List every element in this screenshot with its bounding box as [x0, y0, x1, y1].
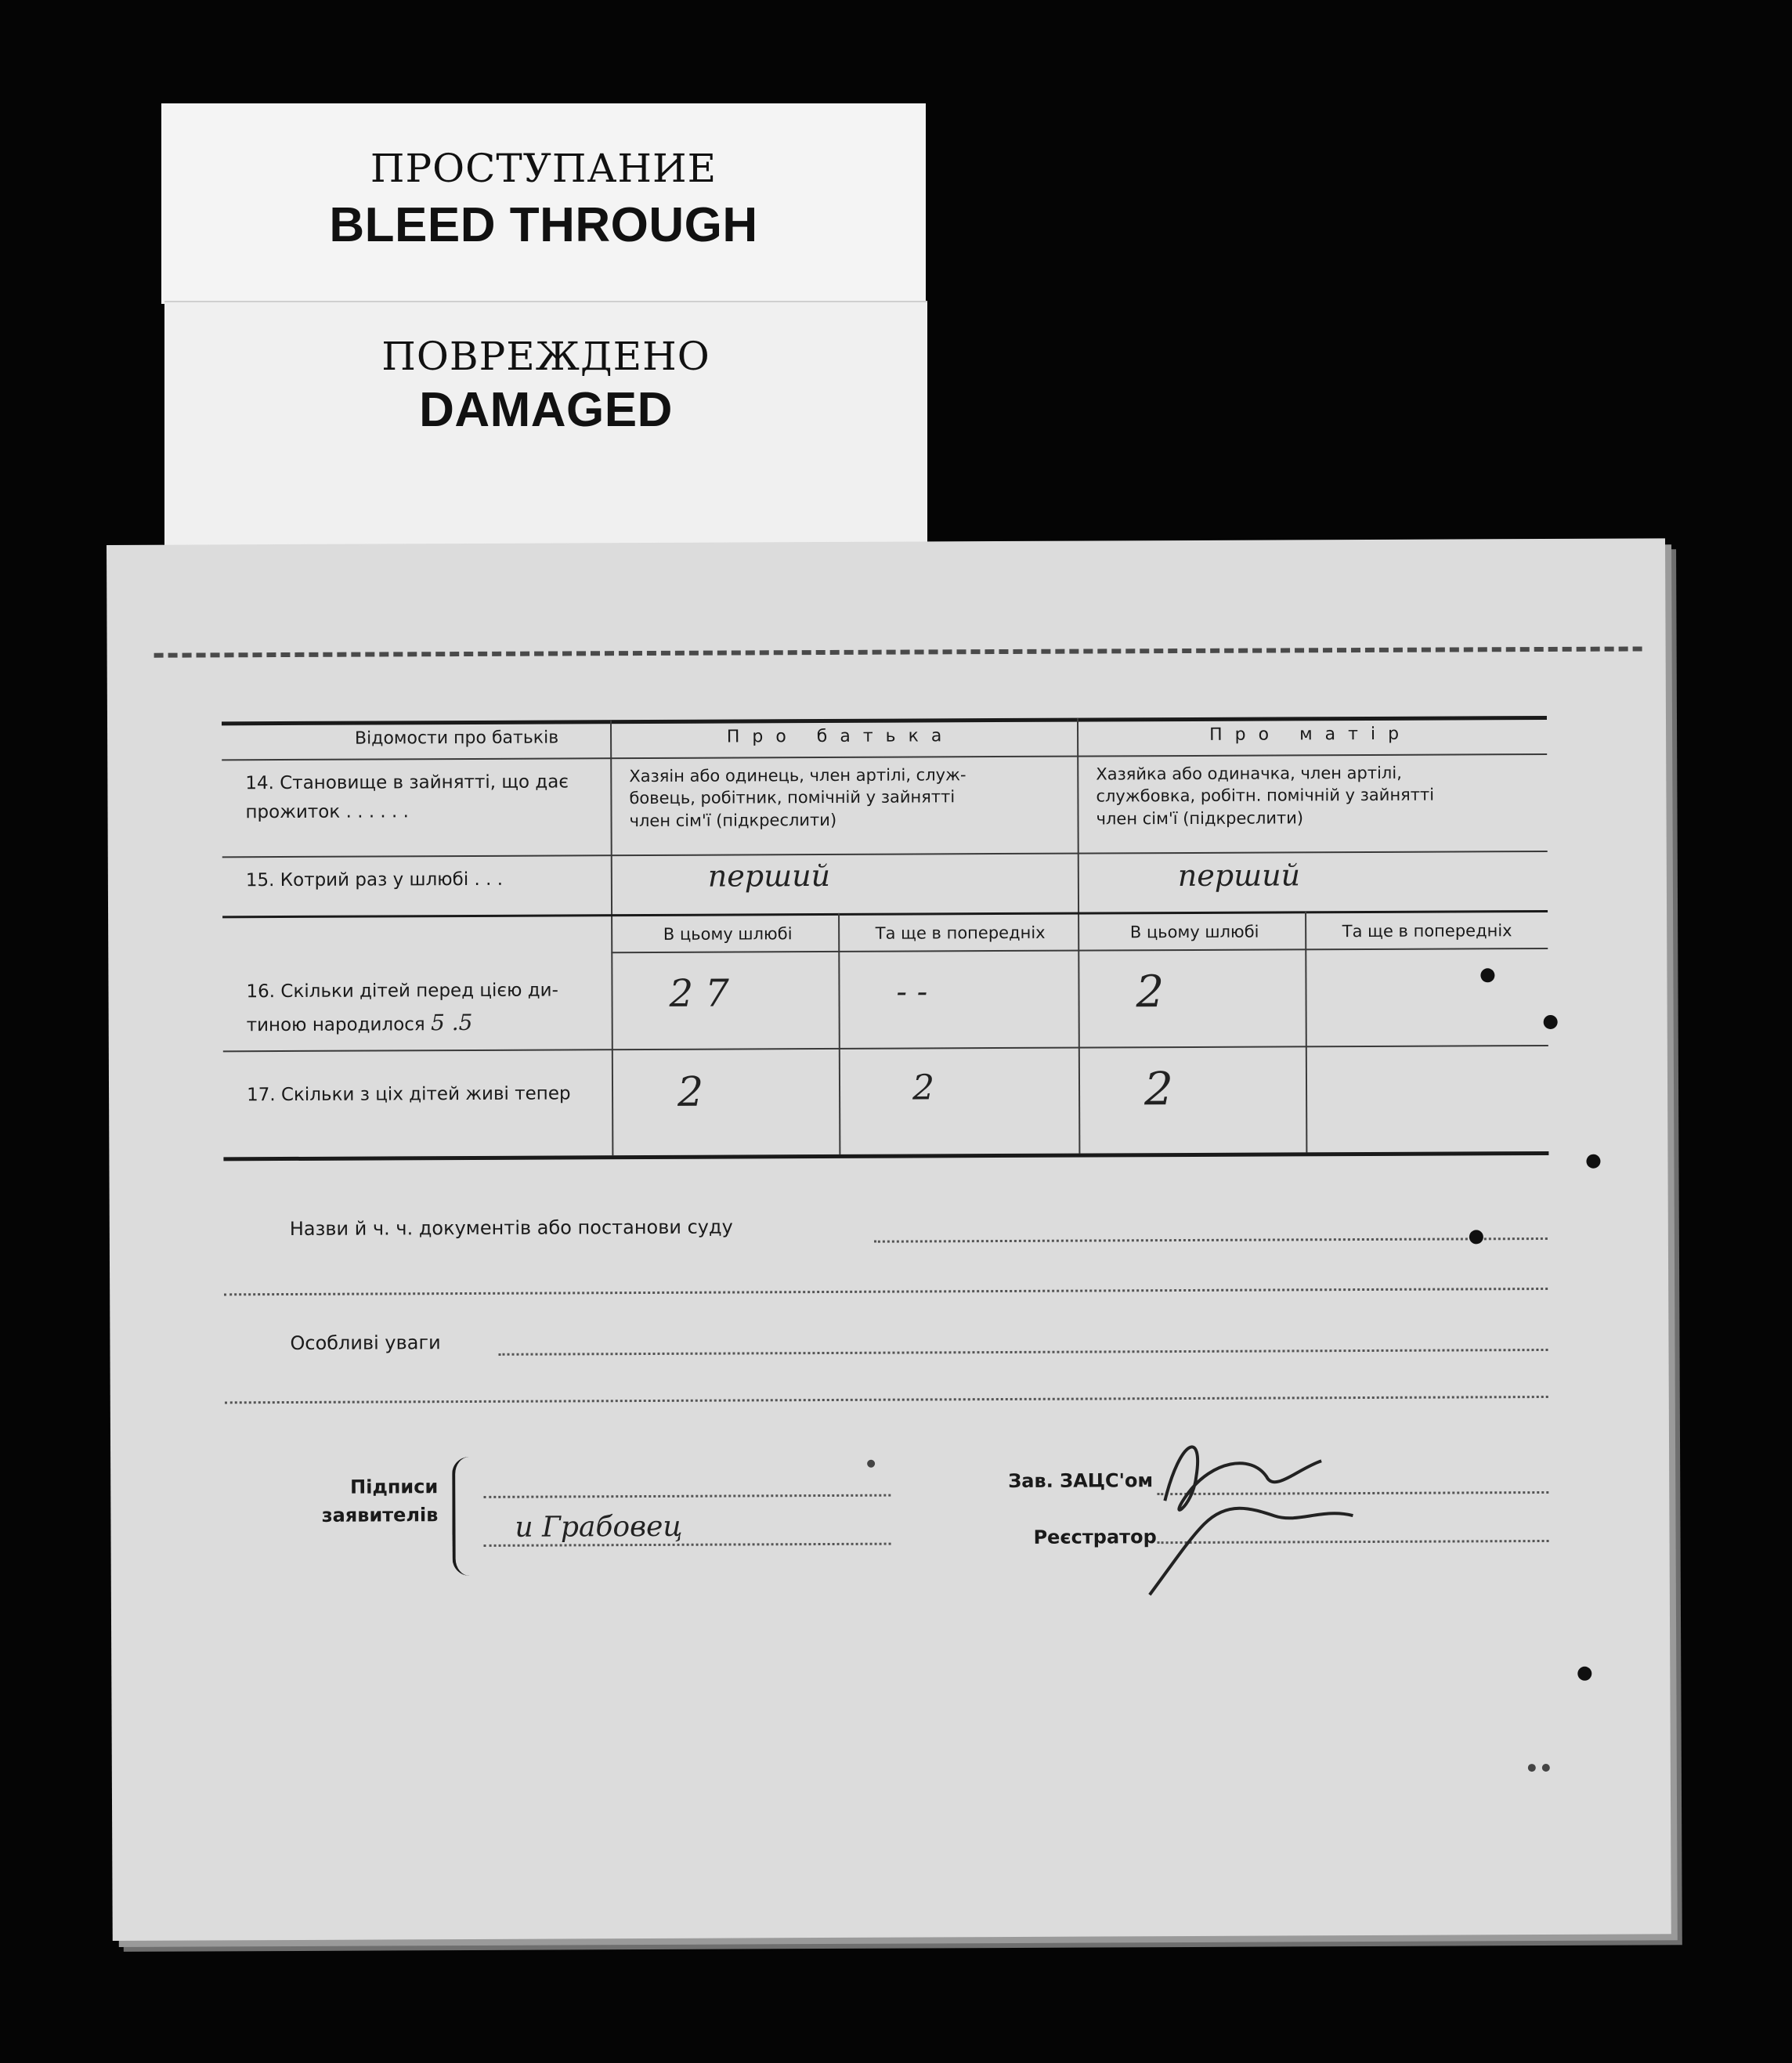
damaged-ru-label: ПОВРЕЖДЕНО — [381, 334, 710, 379]
row17-father-this-value: 2 — [677, 1068, 704, 1116]
head-zags-label: Зав. ЗАЦС'ом — [1008, 1469, 1154, 1492]
damage-spot — [1528, 1764, 1536, 1772]
registrar-signature-mark — [1118, 1406, 1385, 1602]
damage-hole — [1586, 1154, 1600, 1169]
row16-father-prev-value: - - — [896, 974, 928, 1010]
mother-this-marriage-header: В цьому шлюбі — [1129, 922, 1259, 942]
row15-mother-value: перший — [1177, 858, 1301, 894]
remarks-line-2[interactable] — [225, 1396, 1548, 1404]
bleed-through-en-label: BLEED THROUGH — [329, 198, 758, 252]
documents-line-2[interactable] — [224, 1288, 1548, 1295]
mother-previous-header: Та ще в попередніх — [1342, 921, 1512, 941]
signatures-label: Підписи заявителів — [321, 1476, 439, 1526]
damage-spot — [867, 1460, 875, 1468]
row16-note: 5 .5 — [430, 1010, 473, 1036]
applicant-signature: и Грабовец — [515, 1510, 683, 1544]
row15-father-value: перший — [707, 858, 831, 894]
registry-form-sheet — [107, 538, 1671, 1941]
father-this-marriage-header: В цьому шлюбі — [663, 924, 793, 944]
damaged-card — [164, 301, 927, 545]
signatures-brace — [452, 1457, 471, 1576]
damaged-en-label: DAMAGED — [419, 383, 673, 437]
row14-label: 14. Становище в зайнятті, що дає прожиток . . . . . . — [245, 771, 569, 823]
parents-info-table — [222, 716, 1547, 1548]
remarks-line[interactable] — [499, 1349, 1548, 1356]
row17-label: 17. Скільки з ціх дітей живі тепер — [247, 1083, 571, 1106]
row16-mother-this-value: 2 — [1136, 966, 1165, 1018]
bleed-through-card — [161, 103, 926, 304]
damage-hole — [1544, 1015, 1558, 1029]
documents-line[interactable] — [874, 1237, 1548, 1243]
damage-hole — [1469, 1230, 1483, 1244]
damage-spot — [1542, 1764, 1550, 1772]
row14-mother-options: Хазяйка або одиначка, член артілі, службовка, робітн. помічній у зайнятті член сім'ї (підкреслити) — [1096, 763, 1435, 829]
documents-label: Назви й ч. ч. документів або постанови суду — [289, 1216, 733, 1240]
header-parents-info: Відомости про батьків — [354, 728, 559, 749]
bleed-through-ru-label: ПРОСТУПАНИЕ — [370, 146, 717, 191]
signature-line-1[interactable] — [483, 1494, 891, 1498]
damage-hole — [1577, 1667, 1591, 1681]
perforation-line — [154, 646, 1642, 657]
damage-hole — [1480, 968, 1494, 982]
row15-label: 15. Котрий раз у шлюбі . . . — [245, 869, 504, 891]
row16-label: 16. Скільки дітей перед цією ди- тиною народилося 5 .5 — [246, 980, 558, 1036]
row16-father-this-value: 2 7 — [669, 971, 729, 1016]
registrar-label: Реєстратор — [1033, 1526, 1157, 1548]
header-mother: Про матір — [1209, 724, 1412, 745]
row17-father-prev-value: 2 — [912, 1068, 935, 1108]
row14-father-options: Хазяін або одинець, член артілі, служ- бовець, робітник, помічній у зайнятті член сім'ї (підкреслити) — [629, 765, 966, 830]
row17-mother-this-value: 2 — [1143, 1062, 1174, 1116]
remarks-label: Особливі уваги — [290, 1331, 441, 1354]
header-father: Про батька — [726, 726, 955, 747]
father-previous-header: Та ще в попередніх — [875, 923, 1046, 943]
